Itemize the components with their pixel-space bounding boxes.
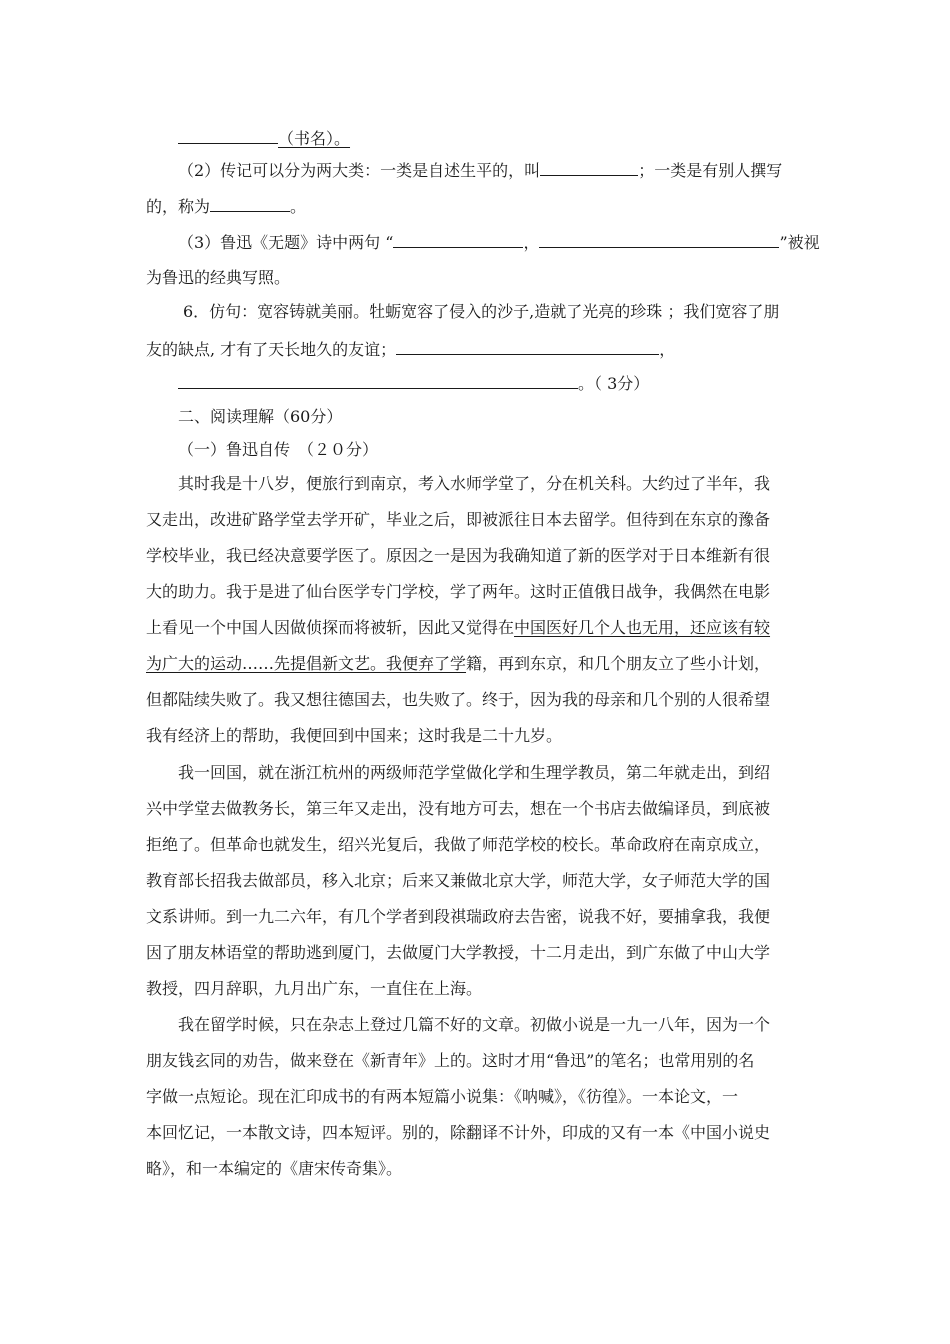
answer-blank[interactable] — [539, 232, 779, 248]
underlined-passage: 为广大的运动……先提倡新文艺。我便弃了学 — [146, 654, 467, 673]
paragraph-line: 兴中学堂去做教务长，第三年又走出，没有地方可去，想在一个书店去做编译员，到底被 — [146, 799, 771, 818]
q5-2-text-d: 。 — [290, 197, 307, 216]
q5-3-line1 — [178, 232, 820, 252]
section-heading: 二、阅读理解（60分） — [178, 407, 343, 426]
answer-blank[interactable] — [396, 339, 659, 355]
q6-score: 。（ 3分） — [578, 374, 650, 393]
paragraph-line: 我有经济上的帮助，我便回到中国来；这时我是二十九岁。 — [146, 726, 563, 745]
q6-text-a: 友的缺点, 才有了天长地久的友谊； — [146, 340, 397, 359]
underlined-passage: 中国医好几个人也无用，还应该有较 — [514, 618, 771, 637]
paragraph-line: 因了朋友林语堂的帮助逃到厦门，去做厦门大学教授，十二月走出，到广东做了中山大学 — [146, 943, 771, 962]
paragraph-text: 籍，再到东京，和几个朋友立了些小计划， — [466, 654, 771, 673]
q6-line1: 6．仿句：宽容铸就美丽。牡蛎宽容了侵入的沙子,造就了光亮的珍珠 ；我们宽容了朋 — [183, 302, 780, 321]
q6-line2 — [146, 339, 675, 359]
q5-2-line1 — [178, 160, 782, 180]
q5-2-text-a: （2）传记可以分为两大类：一类是自述生平的，叫 — [178, 161, 541, 180]
paragraph-line: 本回忆记，一本散文诗，四本短评。别的，除翻译不计外，印成的又有一本《中国小说史 — [146, 1123, 771, 1142]
paragraph-line: 朋友钱玄同的劝告，做来登在《新青年》上的。这时才用“鲁迅”的笔名；也常用别的名 — [146, 1051, 755, 1070]
paragraph-line — [146, 618, 770, 638]
q5-3-text-c: ”被视 — [779, 233, 820, 252]
answer-blank[interactable] — [178, 128, 278, 144]
paragraph-line: 但都陆续失败了。我又想往德国去，也失败了。终于，因为我的母亲和几个别的人很希望 — [146, 690, 771, 709]
subsection-heading: （一）鲁迅自传 （２０分） — [178, 440, 379, 459]
paragraph-line: 又走出，改进矿路学堂去学开矿，毕业之后，即被派往日本去留学。但待到在东京的豫备 — [146, 510, 771, 529]
paragraph-line: 略》，和一本编定的《唐宋传奇集》。 — [146, 1159, 403, 1178]
q5-2-text-b: ；一类是有别人撰写 — [638, 161, 783, 180]
paragraph-line: 文系讲师。到一九二六年，有几个学者到段祺瑞政府去告密，说我不好，要捕拿我，我便 — [146, 907, 771, 926]
q5-1-tail-text: （书名）。 — [278, 129, 351, 148]
paragraph-line: 教授，四月辞职，九月出广东，一直住在上海。 — [146, 979, 483, 998]
paragraph-line: 拒绝了。但革命也就发生，绍兴光复后，我做了师范学校的校长。革命政府在南京成立， — [146, 835, 771, 854]
paragraph-line: 大的助力。我于是进了仙台医学专门学校，学了两年。这时正值俄日战争，我偶然在电影 — [146, 582, 771, 601]
q5-2-text-c: 的，称为 — [146, 197, 211, 216]
paragraph-line: 其时我是十八岁，便旅行到南京，考入水师学堂了，分在机关科。大约过了半年，我 — [178, 474, 771, 493]
answer-blank[interactable] — [393, 232, 523, 248]
q5-2-line2 — [146, 196, 306, 216]
paragraph-line: 我一回国，就在浙江杭州的两级师范学堂做化学和生理学教员，第二年就走出，到绍 — [178, 763, 771, 782]
q5-3-line2: 为鲁迅的经典写照。 — [146, 268, 291, 287]
paragraph-text: 上看见一个中国人因做侦探而将被斩，因此又觉得在 — [146, 618, 515, 637]
paragraph-line — [146, 654, 770, 674]
q6-text-b: ， — [659, 340, 676, 359]
q5-1-tail — [178, 128, 350, 148]
paragraph-line: 教育部长招我去做部员，移入北京；后来又兼做北京大学，师范大学，女子师范大学的国 — [146, 871, 771, 890]
paragraph-line: 我在留学时候，只在杂志上登过几篇不好的文章。初做小说是一九一八年，因为一个 — [178, 1015, 771, 1034]
q6-line3 — [178, 373, 649, 393]
q5-3-text-a: （3）鲁迅《无题》诗中两句 “ — [178, 233, 394, 252]
q5-3-text-b: ， — [523, 233, 540, 252]
paragraph-line: 字做一点短论。现在汇印成书的有两本短篇小说集：《呐喊》，《彷徨》。一本论文，一 — [146, 1087, 739, 1106]
answer-blank[interactable] — [540, 160, 638, 176]
paragraph-line: 学校毕业，我已经决意要学医了。原因之一是因为我确知道了新的医学对于日本维新有很 — [146, 546, 771, 565]
answer-blank[interactable] — [178, 373, 578, 389]
answer-blank[interactable] — [210, 196, 290, 212]
